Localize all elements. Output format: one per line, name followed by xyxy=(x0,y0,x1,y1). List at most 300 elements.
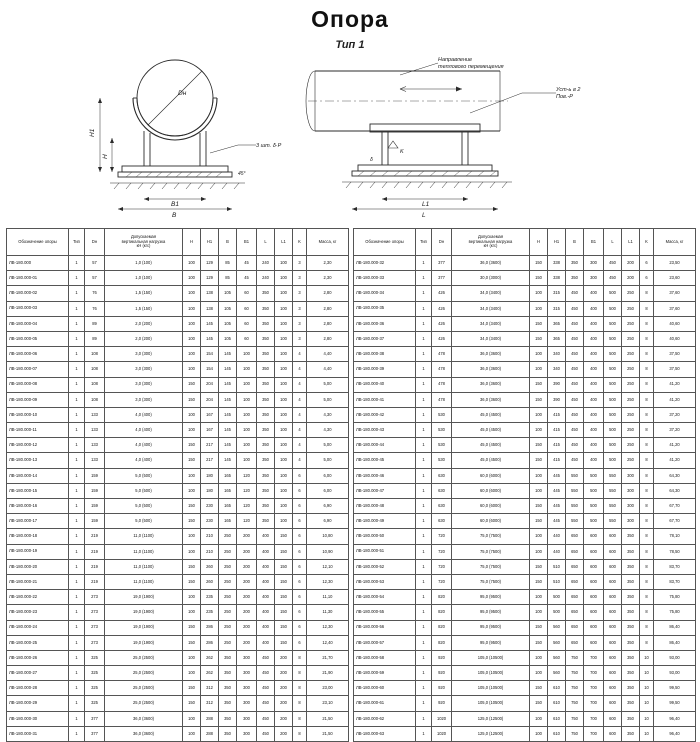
cell-value: 100 xyxy=(530,544,548,559)
cell-value: 250 xyxy=(622,301,640,316)
cell-value: 1 xyxy=(416,453,432,468)
cell-value: 1 xyxy=(69,256,85,271)
cell-name: ЛВ-180.000-19 xyxy=(7,544,69,559)
cell-value: 550 xyxy=(604,514,622,529)
cell-name: ЛВ-180.000-26 xyxy=(7,650,69,665)
cell-value: 550 xyxy=(566,514,584,529)
cell-value: 262 xyxy=(201,650,219,665)
table-row xyxy=(7,529,349,544)
cell-value: 600 xyxy=(604,711,622,726)
cell-value: 478 xyxy=(432,362,452,377)
cell-value: 300 xyxy=(237,666,257,681)
cell-value: 440 xyxy=(548,544,566,559)
cell-value: 36,0 (3600) xyxy=(452,392,530,407)
cell-value: 100 xyxy=(530,529,548,544)
cell-value: 450 xyxy=(257,726,275,741)
cell-value: 120 xyxy=(237,499,257,514)
cell-value: 57 xyxy=(85,271,105,286)
cell-value: 23,10 xyxy=(307,696,349,711)
cell-value: 36,0 (3600) xyxy=(452,377,530,392)
cell-name: ЛВ-180.000-17 xyxy=(7,514,69,529)
cell-value: 93,00 xyxy=(654,666,696,681)
cell-value: 600 xyxy=(604,726,622,741)
cell-value: 400 xyxy=(257,559,275,574)
cell-value: 450 xyxy=(257,666,275,681)
cell-value: 19,0 (1900) xyxy=(105,605,183,620)
cell-value: 36,0 (3600) xyxy=(452,362,530,377)
col-k: K xyxy=(293,229,307,256)
cell-value: 6,00 xyxy=(307,468,349,483)
cell-value: 1,5 (150) xyxy=(105,301,183,316)
cell-name: ЛВ-180.000-15 xyxy=(7,483,69,498)
cell-value: 450 xyxy=(257,650,275,665)
cell-value: 8 xyxy=(640,362,654,377)
col-b: B xyxy=(566,229,584,256)
cell-value: 150 xyxy=(183,681,201,696)
table-row xyxy=(354,635,696,650)
table-row xyxy=(354,316,696,331)
cell-value: 300 xyxy=(622,499,640,514)
cell-value: 2,80 xyxy=(307,331,349,346)
cell-value: 100 xyxy=(237,438,257,453)
cell-name: ЛВ-180.000-54 xyxy=(354,590,416,605)
cell-value: 273 xyxy=(85,620,105,635)
cell-value: 350 xyxy=(257,453,275,468)
cell-value: 34,0 (3400) xyxy=(452,301,530,316)
cell-name: ЛВ-180.000-37 xyxy=(354,331,416,346)
cell-value: 4 xyxy=(293,347,307,362)
cell-value: 3 xyxy=(293,271,307,286)
cell-value: 1,0 (100) xyxy=(105,256,183,271)
cell-value: 500 xyxy=(604,438,622,453)
cell-value: 400 xyxy=(584,407,604,422)
cell-value: 1 xyxy=(416,331,432,346)
cell-value: 1 xyxy=(69,605,85,620)
table-row xyxy=(7,301,349,316)
cell-value: 95,0 (9500) xyxy=(452,605,530,620)
table-row xyxy=(354,453,696,468)
cell-value: 8 xyxy=(640,514,654,529)
cell-value: 400 xyxy=(584,347,604,362)
cell-name: ЛВ-180.000-52 xyxy=(354,559,416,574)
cell-value: 200 xyxy=(622,271,640,286)
cell-value: 750 xyxy=(566,696,584,711)
cell-value: 105 xyxy=(219,316,237,331)
cell-value: 325 xyxy=(85,681,105,696)
cell-value: 630 xyxy=(432,468,452,483)
cell-value: 75,0 (7500) xyxy=(452,559,530,574)
cell-value: 150 xyxy=(530,620,548,635)
table-row xyxy=(7,362,349,377)
cell-value: 125,0 (12500) xyxy=(452,711,530,726)
cell-value: 200 xyxy=(622,256,640,271)
cell-value: 60 xyxy=(237,301,257,316)
cell-value: 5,0 (500) xyxy=(105,499,183,514)
col-l: L xyxy=(604,229,622,256)
cell-value: 100 xyxy=(275,271,293,286)
cell-value: 400 xyxy=(257,635,275,650)
cell-name: ЛВ-180.000-58 xyxy=(354,650,416,665)
cell-value: 150 xyxy=(183,453,201,468)
cell-value: 3 xyxy=(293,301,307,316)
cell-value: 100 xyxy=(530,407,548,422)
cell-value: 700 xyxy=(584,666,604,681)
cell-value: 60 xyxy=(237,286,257,301)
cell-value: 1 xyxy=(69,635,85,650)
cell-value: 350 xyxy=(257,423,275,438)
cell-value: 250 xyxy=(622,286,640,301)
cell-value: 3,0 (300) xyxy=(105,377,183,392)
cell-value: 34,0 (3400) xyxy=(452,316,530,331)
cell-value: 1 xyxy=(69,316,85,331)
table-row xyxy=(354,347,696,362)
cell-value: 100 xyxy=(530,590,548,605)
cell-value: 400 xyxy=(584,316,604,331)
cell-value: 133 xyxy=(85,423,105,438)
cell-value: 1 xyxy=(416,286,432,301)
cell-name: ЛВ-180.000-33 xyxy=(354,271,416,286)
cell-value: 530 xyxy=(432,438,452,453)
cell-value: 8 xyxy=(640,453,654,468)
cell-name: ЛВ-180.000-05 xyxy=(7,331,69,346)
cell-name: ЛВ-180.000-44 xyxy=(354,438,416,453)
cell-value: 600 xyxy=(604,529,622,544)
table-row xyxy=(7,559,349,574)
cell-value: 21,50 xyxy=(307,726,349,741)
cell-value: 1,0 (100) xyxy=(105,271,183,286)
table-row xyxy=(354,514,696,529)
cell-value: 650 xyxy=(566,574,584,589)
table-row xyxy=(7,286,349,301)
cell-value: 8 xyxy=(640,499,654,514)
cell-value: 8 xyxy=(640,438,654,453)
cell-value: 200 xyxy=(275,666,293,681)
cell-value: 36,0 (3600) xyxy=(452,347,530,362)
cell-value: 100 xyxy=(183,605,201,620)
cell-name: ЛВ-180.000-21 xyxy=(7,574,69,589)
cell-value: 1 xyxy=(69,499,85,514)
cell-value: 40,60 xyxy=(654,331,696,346)
cell-value: 60,0 (6000) xyxy=(452,499,530,514)
table-head-right xyxy=(354,229,696,256)
specification-tables xyxy=(6,228,694,742)
cell-value: 100 xyxy=(530,605,548,620)
cell-value: 426 xyxy=(432,301,452,316)
cell-value: 150 xyxy=(530,681,548,696)
cell-value: 200 xyxy=(237,635,257,650)
cell-name: ЛВ-180.000-38 xyxy=(354,347,416,362)
cell-value: 365 xyxy=(548,316,566,331)
cell-name: ЛВ-180.000-60 xyxy=(354,681,416,696)
cell-value: 145 xyxy=(219,453,237,468)
cell-value: 4,0 (400) xyxy=(105,438,183,453)
cell-value: 23,60 xyxy=(654,271,696,286)
cell-value: 1 xyxy=(416,256,432,271)
cell-value: 96,40 xyxy=(654,726,696,741)
cell-value: 250 xyxy=(219,605,237,620)
cell-value: 450 xyxy=(257,696,275,711)
table-row xyxy=(7,423,349,438)
cell-value: 6 xyxy=(293,499,307,514)
cell-value: 6 xyxy=(293,529,307,544)
cell-value: 217 xyxy=(201,438,219,453)
cell-value: 150 xyxy=(275,529,293,544)
cell-value: 200 xyxy=(275,696,293,711)
table-row xyxy=(354,590,696,605)
table-row xyxy=(354,666,696,681)
cell-value: 1 xyxy=(416,650,432,665)
cell-value: 4 xyxy=(293,423,307,438)
cell-name: ЛВ-180.000-34 xyxy=(354,286,416,301)
cell-value: 426 xyxy=(432,331,452,346)
cell-value: 145 xyxy=(219,423,237,438)
table-row xyxy=(354,301,696,316)
cell-value: 95,0 (9500) xyxy=(452,635,530,650)
cell-value: 150 xyxy=(183,635,201,650)
cell-value: 415 xyxy=(548,407,566,422)
col-l: L xyxy=(257,229,275,256)
cell-value: 10 xyxy=(640,681,654,696)
cell-value: 3 xyxy=(293,256,307,271)
cell-value: 250 xyxy=(219,559,237,574)
cell-value: 8 xyxy=(293,666,307,681)
cell-value: 100 xyxy=(530,666,548,681)
cell-value: 41,20 xyxy=(654,377,696,392)
cell-value: 78,10 xyxy=(654,529,696,544)
cell-value: 700 xyxy=(584,711,604,726)
cell-value: 200 xyxy=(275,726,293,741)
cell-value: 25,0 (2500) xyxy=(105,666,183,681)
cell-value: 120 xyxy=(237,483,257,498)
cell-value: 300 xyxy=(237,726,257,741)
cell-value: 500 xyxy=(584,514,604,529)
cell-value: 4 xyxy=(293,438,307,453)
cell-value: 600 xyxy=(584,544,604,559)
cell-value: 180 xyxy=(201,483,219,498)
cell-value: 95,0 (9500) xyxy=(452,620,530,635)
cell-value: 1 xyxy=(69,650,85,665)
cell-value: 300 xyxy=(237,681,257,696)
table-row xyxy=(7,347,349,362)
cell-value: 286 xyxy=(201,620,219,635)
cell-value: 1 xyxy=(69,377,85,392)
label-detail-note-2: Пов.-Р xyxy=(556,94,573,100)
cell-value: 1 xyxy=(416,407,432,422)
cell-value: 100 xyxy=(183,483,201,498)
cell-value: 500 xyxy=(548,605,566,620)
cell-value: 8 xyxy=(640,331,654,346)
cell-value: 250 xyxy=(622,331,640,346)
label-b: B xyxy=(172,212,177,218)
label-dn: Dн xyxy=(178,90,187,97)
cell-value: 219 xyxy=(85,529,105,544)
cell-value: 700 xyxy=(584,650,604,665)
cell-value: 100 xyxy=(530,468,548,483)
cell-value: 100 xyxy=(275,407,293,422)
cell-value: 500 xyxy=(584,483,604,498)
cell-value: 250 xyxy=(622,316,640,331)
cell-value: 1 xyxy=(416,574,432,589)
cell-value: 1 xyxy=(69,468,85,483)
cell-value: 150 xyxy=(183,392,201,407)
cell-value: 350 xyxy=(622,620,640,635)
cell-value: 600 xyxy=(604,635,622,650)
cell-value: 45 xyxy=(237,271,257,286)
cell-value: 1 xyxy=(69,392,85,407)
cell-value: 8 xyxy=(640,301,654,316)
cell-value: 550 xyxy=(566,483,584,498)
cell-value: 145 xyxy=(201,316,219,331)
cell-value: 300 xyxy=(237,696,257,711)
cell-value: 25,0 (2500) xyxy=(105,696,183,711)
table-row xyxy=(7,681,349,696)
cell-value: 200 xyxy=(237,590,257,605)
cell-value: 23,50 xyxy=(654,256,696,271)
cell-value: 78,50 xyxy=(654,544,696,559)
cell-value: 500 xyxy=(604,377,622,392)
cell-value: 350 xyxy=(622,559,640,574)
cell-value: 36,0 (3600) xyxy=(105,711,183,726)
cell-value: 3 xyxy=(293,286,307,301)
cell-value: 150 xyxy=(275,635,293,650)
cell-value: 10,90 xyxy=(307,544,349,559)
cell-name: ЛВ-180.000-13 xyxy=(7,453,69,468)
cell-value: 1 xyxy=(416,559,432,574)
cell-value: 4,0 (400) xyxy=(105,453,183,468)
table-row xyxy=(7,256,349,271)
cell-value: 350 xyxy=(257,407,275,422)
table-row xyxy=(354,362,696,377)
table-row xyxy=(354,271,696,286)
cell-value: 350 xyxy=(622,544,640,559)
cell-name: ЛВ-180.000-04 xyxy=(7,316,69,331)
cell-value: 250 xyxy=(622,453,640,468)
cell-value: 630 xyxy=(432,514,452,529)
cell-value: 6 xyxy=(293,605,307,620)
cell-value: 100 xyxy=(530,347,548,362)
cell-value: 350 xyxy=(622,529,640,544)
cell-value: 500 xyxy=(604,392,622,407)
cell-value: 108 xyxy=(85,392,105,407)
table-row xyxy=(354,620,696,635)
cell-value: 3,0 (300) xyxy=(105,347,183,362)
label-angle: 45° xyxy=(238,171,246,177)
cell-value: 138 xyxy=(201,286,219,301)
cell-value: 100 xyxy=(183,726,201,741)
cell-value: 365 xyxy=(548,331,566,346)
cell-value: 100 xyxy=(275,468,293,483)
table-row xyxy=(7,650,349,665)
cell-value: 120 xyxy=(237,514,257,529)
cell-value: 150 xyxy=(530,559,548,574)
table-row xyxy=(354,256,696,271)
cell-value: 8 xyxy=(640,377,654,392)
cell-value: 478 xyxy=(432,347,452,362)
cell-value: 2,0 (200) xyxy=(105,316,183,331)
cell-value: 600 xyxy=(584,635,604,650)
cell-value: 350 xyxy=(257,362,275,377)
cell-value: 37,20 xyxy=(654,423,696,438)
cell-value: 1 xyxy=(416,529,432,544)
cell-value: 100 xyxy=(183,331,201,346)
cell-value: 100 xyxy=(183,468,201,483)
cell-value: 45 xyxy=(237,256,257,271)
cell-value: 450 xyxy=(566,347,584,362)
cell-value: 530 xyxy=(432,423,452,438)
cell-value: 10,80 xyxy=(307,529,349,544)
cell-value: 6 xyxy=(640,271,654,286)
cell-value: 105,0 (10500) xyxy=(452,681,530,696)
cell-value: 100 xyxy=(275,331,293,346)
cell-value: 41,20 xyxy=(654,392,696,407)
cell-value: 4,40 xyxy=(307,362,349,377)
cell-value: 450 xyxy=(566,423,584,438)
cell-value: 150 xyxy=(275,559,293,574)
cell-value: 129 xyxy=(201,256,219,271)
cell-value: 36,0 (3600) xyxy=(105,726,183,741)
cell-value: 1 xyxy=(69,711,85,726)
cell-value: 300 xyxy=(622,514,640,529)
cell-name: ЛВ-180.000-16 xyxy=(7,499,69,514)
cell-value: 350 xyxy=(566,271,584,286)
cell-value: 350 xyxy=(219,696,237,711)
cell-value: 150 xyxy=(530,635,548,650)
col-h: H xyxy=(530,229,548,256)
cell-value: 40,60 xyxy=(654,316,696,331)
cell-value: 426 xyxy=(432,286,452,301)
cell-value: 1 xyxy=(69,726,85,741)
label-l: L xyxy=(422,212,426,218)
cell-value: 650 xyxy=(566,605,584,620)
cell-value: 219 xyxy=(85,574,105,589)
cell-value: 150 xyxy=(183,438,201,453)
col-dn: Dн xyxy=(432,229,452,256)
cell-value: 100 xyxy=(530,483,548,498)
label-k: K xyxy=(400,149,404,155)
cell-value: 500 xyxy=(604,453,622,468)
table-row xyxy=(7,483,349,498)
cell-value: 100 xyxy=(275,483,293,498)
cell-name: ЛВ-180.000-03 xyxy=(7,301,69,316)
cell-value: 288 xyxy=(201,726,219,741)
cell-value: 235 xyxy=(201,605,219,620)
cell-value: 8 xyxy=(640,286,654,301)
cell-value: 8 xyxy=(640,529,654,544)
cell-name: ЛВ-180.000-12 xyxy=(7,438,69,453)
cell-value: 300 xyxy=(584,271,604,286)
cell-name: ЛВ-180.000-32 xyxy=(354,256,416,271)
cell-value: 145 xyxy=(219,377,237,392)
cell-value: 25,0 (2500) xyxy=(105,650,183,665)
cell-name: ЛВ-180.000-06 xyxy=(7,347,69,362)
cell-value: 350 xyxy=(622,650,640,665)
cell-value: 85 xyxy=(219,271,237,286)
cell-value: 100 xyxy=(530,423,548,438)
cell-name: ЛВ-180.000-14 xyxy=(7,468,69,483)
cell-value: 350 xyxy=(257,499,275,514)
cell-value: 2,80 xyxy=(307,316,349,331)
table-row xyxy=(7,666,349,681)
cell-value: 260 xyxy=(201,559,219,574)
cell-name: ЛВ-180.000-36 xyxy=(354,316,416,331)
cell-value: 350 xyxy=(257,377,275,392)
table-row xyxy=(354,529,696,544)
cell-value: 150 xyxy=(275,574,293,589)
cell-value: 338 xyxy=(548,256,566,271)
cell-value: 286 xyxy=(201,635,219,650)
cell-value: 600 xyxy=(604,666,622,681)
cell-value: 600 xyxy=(584,574,604,589)
